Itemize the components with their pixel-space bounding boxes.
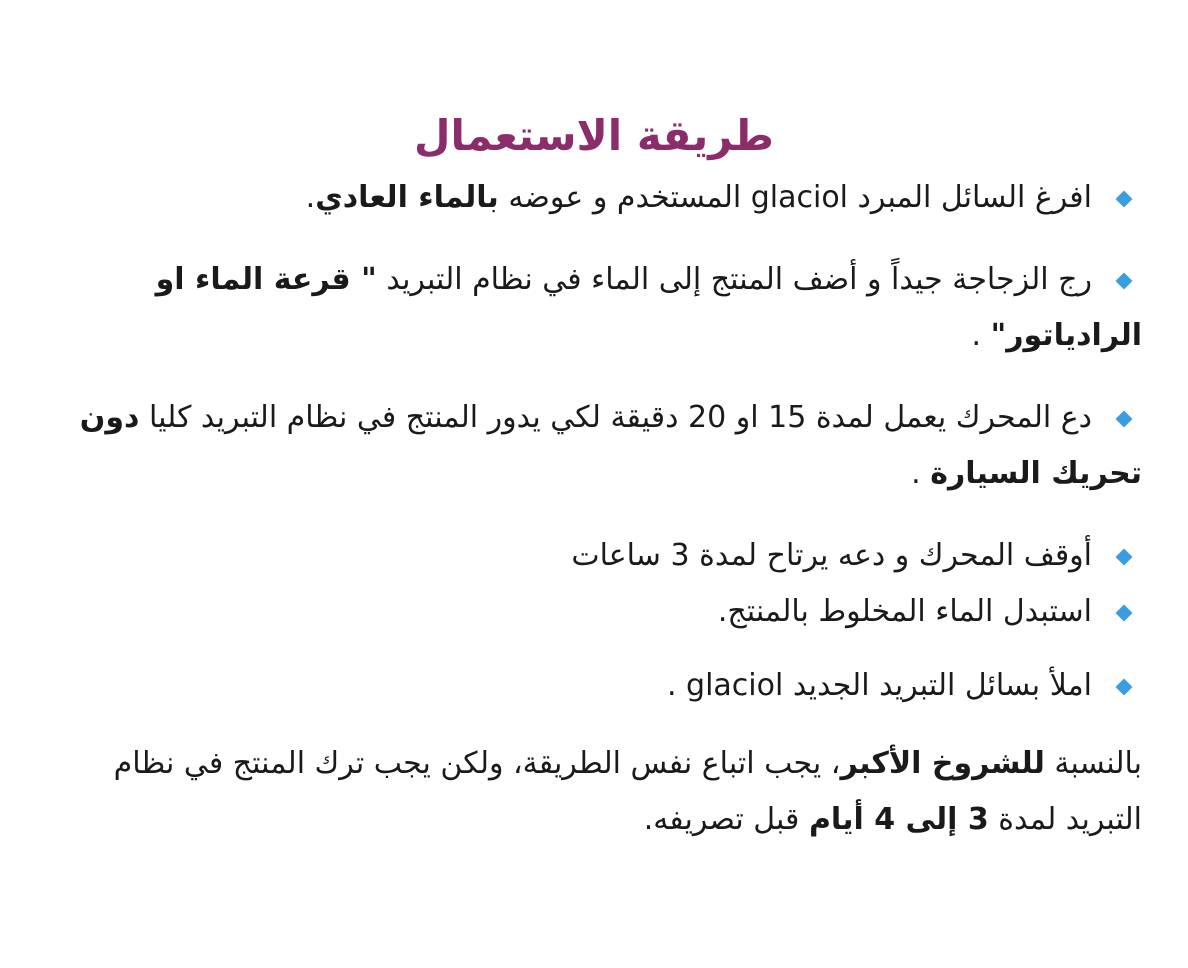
step-5: استبدل الماء المخلوط بالمنتج. xyxy=(62,584,1142,640)
page-title: طريقة الاستعمال xyxy=(414,111,774,161)
diamond-bullet-icon xyxy=(1116,273,1133,290)
diamond-bullet-icon xyxy=(1116,191,1133,208)
step-4: أوقف المحرك و دعه يرتاح لمدة 3 ساعات xyxy=(62,528,1142,584)
step-1: افرغ السائل المبرد glaciol المستخدم و عوضه بالماء العادي. xyxy=(62,170,1142,226)
step-2: رج الزجاجة جيداً و أضف المنتج إلى الماء في نظام التبريد " قرعة الماء او الرادياتور" . xyxy=(155,262,1142,353)
step-3: دع المحرك يعمل لمدة 15 او 20 دقيقة لكي يدور المنتج في نظام التبريد كليا دون تحريك السيارة . xyxy=(79,400,1142,491)
diamond-bullet-icon xyxy=(1116,411,1133,428)
step-6: املأ بسائل التبريد الجديد glaciol . xyxy=(62,658,1142,714)
note-paragraph: بالنسبة للشروخ الأكبر، يجب اتباع نفس الطريقة، ولكن يجب ترك المنتج في نظام التبريد لمدة 3 إلى 4 أيام قبل تصريفه. xyxy=(113,746,1142,837)
diamond-bullet-icon xyxy=(1116,605,1133,622)
diamond-bullet-icon xyxy=(1116,549,1133,566)
diamond-bullet-icon xyxy=(1116,679,1133,696)
instructions xyxy=(62,170,1142,878)
